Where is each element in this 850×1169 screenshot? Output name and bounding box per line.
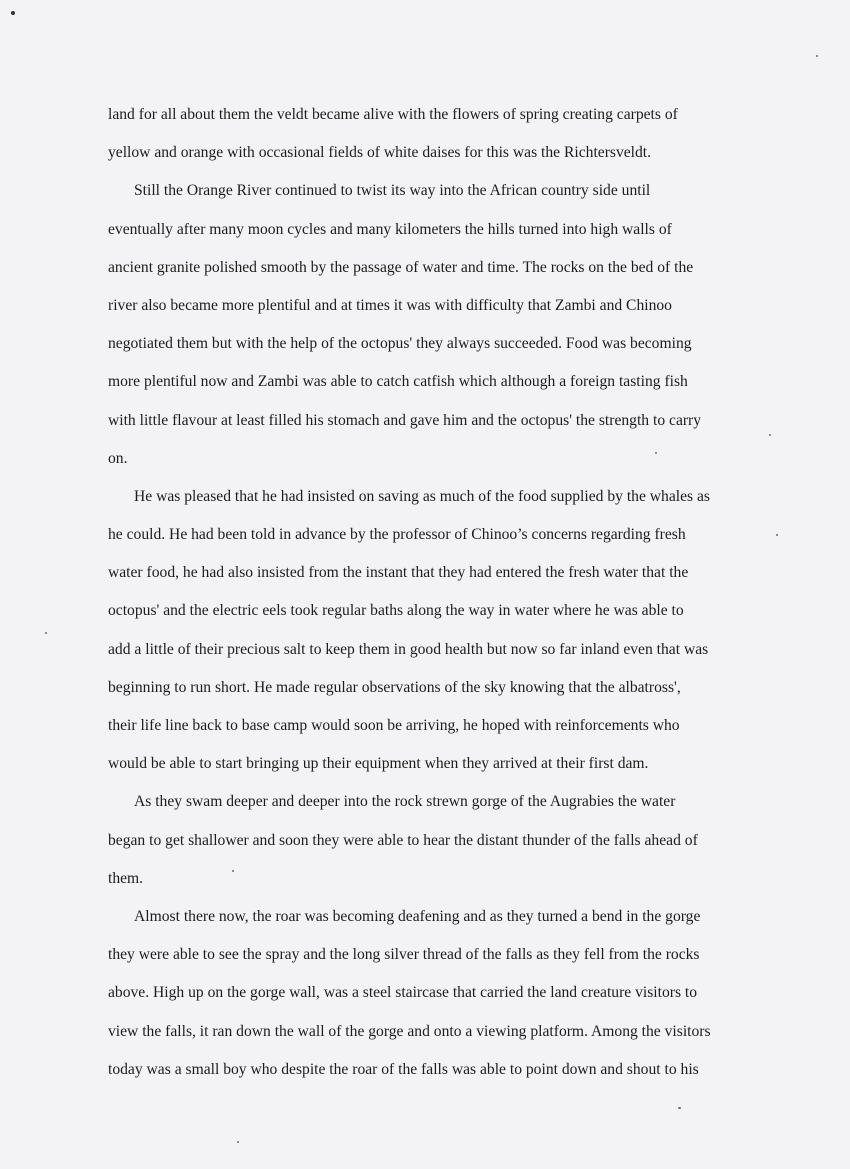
text-line: ancient granite polished smooth by the passage of water and time. The rocks on the bed of the xyxy=(108,258,694,276)
text-line: beginning to run short. He made regular observations of the sky knowing that the albatross', xyxy=(108,678,681,696)
text-line: they were able to see the spray and the long silver thread of the falls as they fell from the rocks xyxy=(108,946,700,964)
text-line: river also became more plentiful and at times it was with difficulty that Zambi and Chinoo xyxy=(108,296,672,314)
text-line: octopus' and the electric eels took regular baths along the way in water where he was able to xyxy=(108,602,684,620)
text-line: more plentiful now and Zambi was able to catch catfish which although a foreign tasting fish xyxy=(108,373,688,391)
text-line: would be able to start bringing up their equipment when they arrived at their first dam. xyxy=(108,755,649,773)
text-line: As they swam deeper and deeper into the rock strewn gorge of the Augrabies the water xyxy=(134,793,676,811)
text-line: water food, he had also insisted from the instant that they had entered the fresh water that the xyxy=(108,564,689,582)
text-line: eventually after many moon cycles and many kilometers the hills turned into high walls of xyxy=(108,220,672,238)
text-line: on. xyxy=(108,449,128,467)
scan-speck xyxy=(237,1141,239,1143)
text-line: them. xyxy=(108,869,144,887)
text-line: view the falls, it ran down the wall of the gorge and onto a viewing platform. Among the visitors xyxy=(108,1022,711,1040)
scan-speck xyxy=(11,11,15,15)
text-line: yellow and orange with occasional fields of white daises for this was the Richtersveldt. xyxy=(108,144,652,162)
text-line: add a little of their precious salt to keep them in good health but now so far inland even that was xyxy=(108,640,709,658)
text-line: began to get shallower and soon they were able to hear the distant thunder of the falls ahead of xyxy=(108,831,698,849)
text-line: their life line back to base camp would soon be arriving, he hoped with reinforcements who xyxy=(108,717,680,734)
scan-speck xyxy=(776,534,778,536)
text-line: He was pleased that he had insisted on saving as much of the food supplied by the whales as xyxy=(134,487,710,505)
scan-speck xyxy=(816,55,818,57)
text-line: Still the Orange River continued to twist its way into the African country side until xyxy=(134,182,651,200)
text-line: he could. He had been told in advance by the professor of Chinoo’s concerns regarding fresh xyxy=(108,526,686,544)
scan-speck xyxy=(45,632,47,634)
text-line: negotiated them but with the help of the octopus' they always succeeded. Food was becoming xyxy=(108,335,692,353)
scan-speck xyxy=(678,1107,681,1109)
text-line: today was a small boy who despite the roar of the falls was able to point down and shout to his xyxy=(108,1060,699,1078)
text-line: above. High up on the gorge wall, was a steel staircase that carried the land creature visitors to xyxy=(108,984,698,1002)
document-body xyxy=(108,96,756,1089)
text-line: Almost there now, the roar was becoming deafening and as they turned a bend in the gorge xyxy=(134,907,701,925)
text-line: with little flavour at least filled his stomach and gave him and the octopus' the strength to carry xyxy=(108,411,702,429)
scan-speck xyxy=(769,434,771,436)
text-line: land for all about them the veldt became alive with the flowers of spring creating carpets of xyxy=(108,106,678,123)
